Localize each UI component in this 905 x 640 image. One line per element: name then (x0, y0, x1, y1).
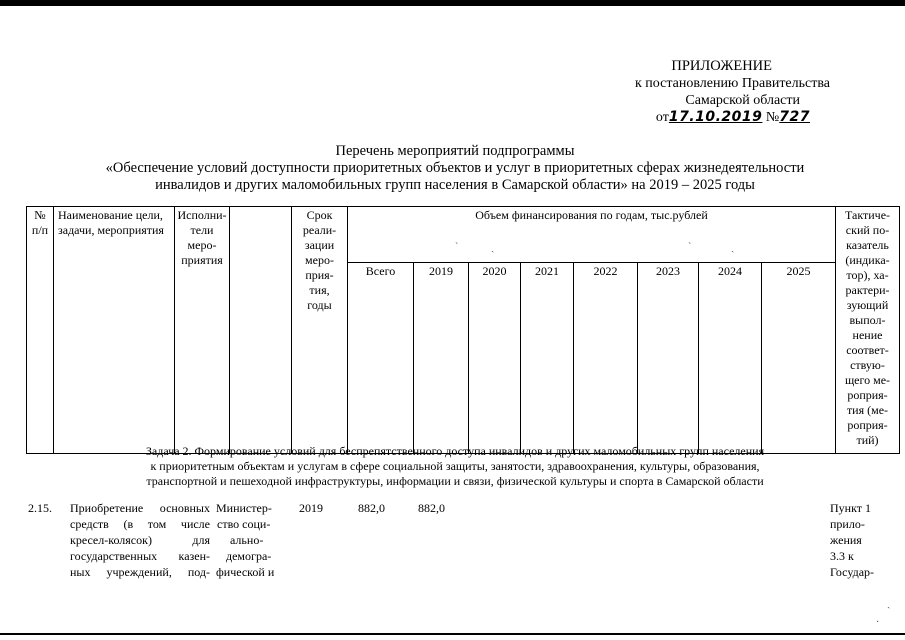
header-term-2: реали- (302, 223, 337, 237)
title-line-1: Перечень мероприятий подпрограммы (335, 143, 575, 159)
col-line-11 (698, 262, 699, 454)
col-line-3 (229, 206, 230, 454)
col-line-1 (53, 206, 54, 454)
header-ind-4: (индика- (845, 253, 890, 267)
row-exec-4: демогра- (226, 549, 272, 563)
col-line-12 (761, 262, 762, 454)
table-top-border (26, 206, 900, 207)
row-term: 2019 (299, 501, 323, 515)
row-name-3: кресел-колясок) для (70, 533, 210, 547)
scan-speck: ˎ (731, 242, 735, 253)
header-ind-1: Тактиче- (844, 208, 891, 222)
header-funding: Объем финансирования по годам, тыс.рублей (475, 208, 708, 222)
header-term-5: прия- (305, 268, 334, 282)
appendix-line-2: Самарской области (685, 93, 800, 108)
header-ind-5: тор), ха- (846, 268, 889, 282)
header-ind-10: соответ- (846, 343, 889, 357)
header-year-2022: 2022 (593, 264, 618, 278)
header-table (26, 206, 900, 454)
header-year-2019: 2019 (429, 264, 453, 278)
header-exec-2: тели меро- (187, 223, 217, 252)
header-term-6: тия, (309, 283, 330, 297)
header-ind-14: тия (ме- (846, 403, 889, 417)
header-ind-7: зующий (846, 298, 889, 312)
row-exec-2: ство соци- (217, 517, 271, 531)
header-ind-12: щего ме- (844, 373, 891, 387)
task-line-2: к приоритетным объектам и услугам в сфере социальной защиты, занятости, здравоохранения, культуры, образования, (150, 459, 760, 473)
header-num (27, 208, 53, 238)
header-ind-2: ский по- (845, 223, 890, 237)
row-name (70, 500, 210, 580)
header-year-total: Всего (365, 264, 396, 278)
header-year-2023: 2023 (656, 264, 680, 278)
scan-speck: ˋ (455, 242, 459, 253)
task-line-3: транспортной и пешеходной инфраструктуры, информации и связи, физической культуры и спорта в Самарской области (146, 474, 764, 488)
header-executors (175, 208, 229, 268)
header-exec-1: Исполни- (177, 208, 227, 222)
header-indicator (836, 208, 899, 448)
row-ind-3: жения (830, 533, 862, 547)
header-num-1: № (34, 208, 46, 222)
scan-speck: ˎ (887, 598, 891, 609)
row-2019: 882,0 (418, 501, 445, 515)
header-ind-15: роприя- (847, 418, 888, 432)
row-total: 882,0 (358, 501, 385, 515)
header-year-2021: 2021 (535, 264, 559, 278)
header-term-1: Срок (306, 208, 333, 222)
row-executors (216, 500, 278, 580)
header-term (292, 208, 347, 313)
header-term-3: зации (304, 238, 335, 252)
header-exec-3: приятия (181, 253, 223, 267)
row-exec-5: фической и (216, 565, 275, 579)
header-year-2025: 2025 (786, 264, 811, 278)
appendix-line-1: к постановлению Правительства (634, 76, 830, 91)
col-line-10 (637, 262, 638, 454)
handwritten-number: 727 (779, 109, 810, 125)
appendix-block (560, 58, 830, 126)
header-ind-6: рактери- (845, 283, 890, 297)
header-year-2024: 2024 (718, 264, 742, 278)
scan-speck: ˋ (688, 242, 692, 253)
col-line-14 (899, 206, 900, 454)
col-line-5 (347, 206, 348, 454)
title-line-3: инвалидов и других маломобильных групп населения в Самарской области» на 2019 – 2025 годы (155, 177, 755, 193)
row-name-1: Приобретение основных (70, 501, 210, 515)
header-term-4: меро- (305, 253, 334, 267)
row-name-4: государственных казен- (70, 549, 210, 563)
header-ind-9: нение (852, 328, 883, 342)
header-name (58, 208, 174, 238)
header-year-2020: 2020 (482, 264, 507, 278)
top-border (0, 0, 905, 6)
task-line-1: Задача 2. Формирование условий для беспрепятственного доступа инвалидов и других маломобильных групп населения (145, 444, 765, 458)
header-ind-8: выпол- (849, 313, 886, 327)
title-line-2: «Обеспечение условий доступности приоритетных объектов и услуг в приоритетных сферах жизнедеятельности (105, 160, 805, 176)
row-exec-3: ально- (230, 533, 264, 547)
appendix-date-line (560, 109, 830, 126)
col-line-8 (520, 262, 521, 454)
row-ind-1: Пункт 1 (830, 501, 872, 515)
header-ind-16: тий) (856, 433, 879, 447)
appendix-title: ПРИЛОЖЕНИЕ (671, 58, 772, 74)
scan-speck: · (876, 617, 880, 628)
scan-speck: ˎ (491, 242, 495, 253)
document-title (60, 143, 850, 194)
row-number: 2.15. (28, 501, 52, 515)
number-prefix: № (765, 110, 780, 125)
header-ind-13: роприя- (847, 388, 888, 402)
row-name-2: средств (в том числе (70, 517, 210, 531)
date-prefix: от (655, 110, 669, 125)
header-name-1: Наименование цели, (58, 208, 163, 222)
row-ind-2: прило- (830, 517, 865, 531)
col-line-9 (573, 262, 574, 454)
handwritten-date: 17.10.2019 (668, 109, 763, 125)
row-exec-1: Министер- (216, 501, 272, 515)
col-line-0 (26, 206, 27, 454)
row-name-5: ных учреждений, под- (70, 565, 210, 579)
header-term-7: годы (307, 298, 332, 312)
bottom-border (0, 633, 905, 635)
header-ind-3: казатель (846, 238, 889, 252)
col-line-6 (413, 262, 414, 454)
header-name-2: задачи, мероприятия (58, 223, 164, 237)
header-num-2: п/п (31, 223, 49, 237)
task-description (60, 444, 850, 489)
row-ind-5: Государ- (830, 565, 875, 579)
row-ind-4: 3.3 к (830, 549, 854, 563)
col-line-7 (468, 262, 469, 454)
header-ind-11: ствую- (850, 358, 885, 372)
row-indicator (830, 500, 890, 580)
